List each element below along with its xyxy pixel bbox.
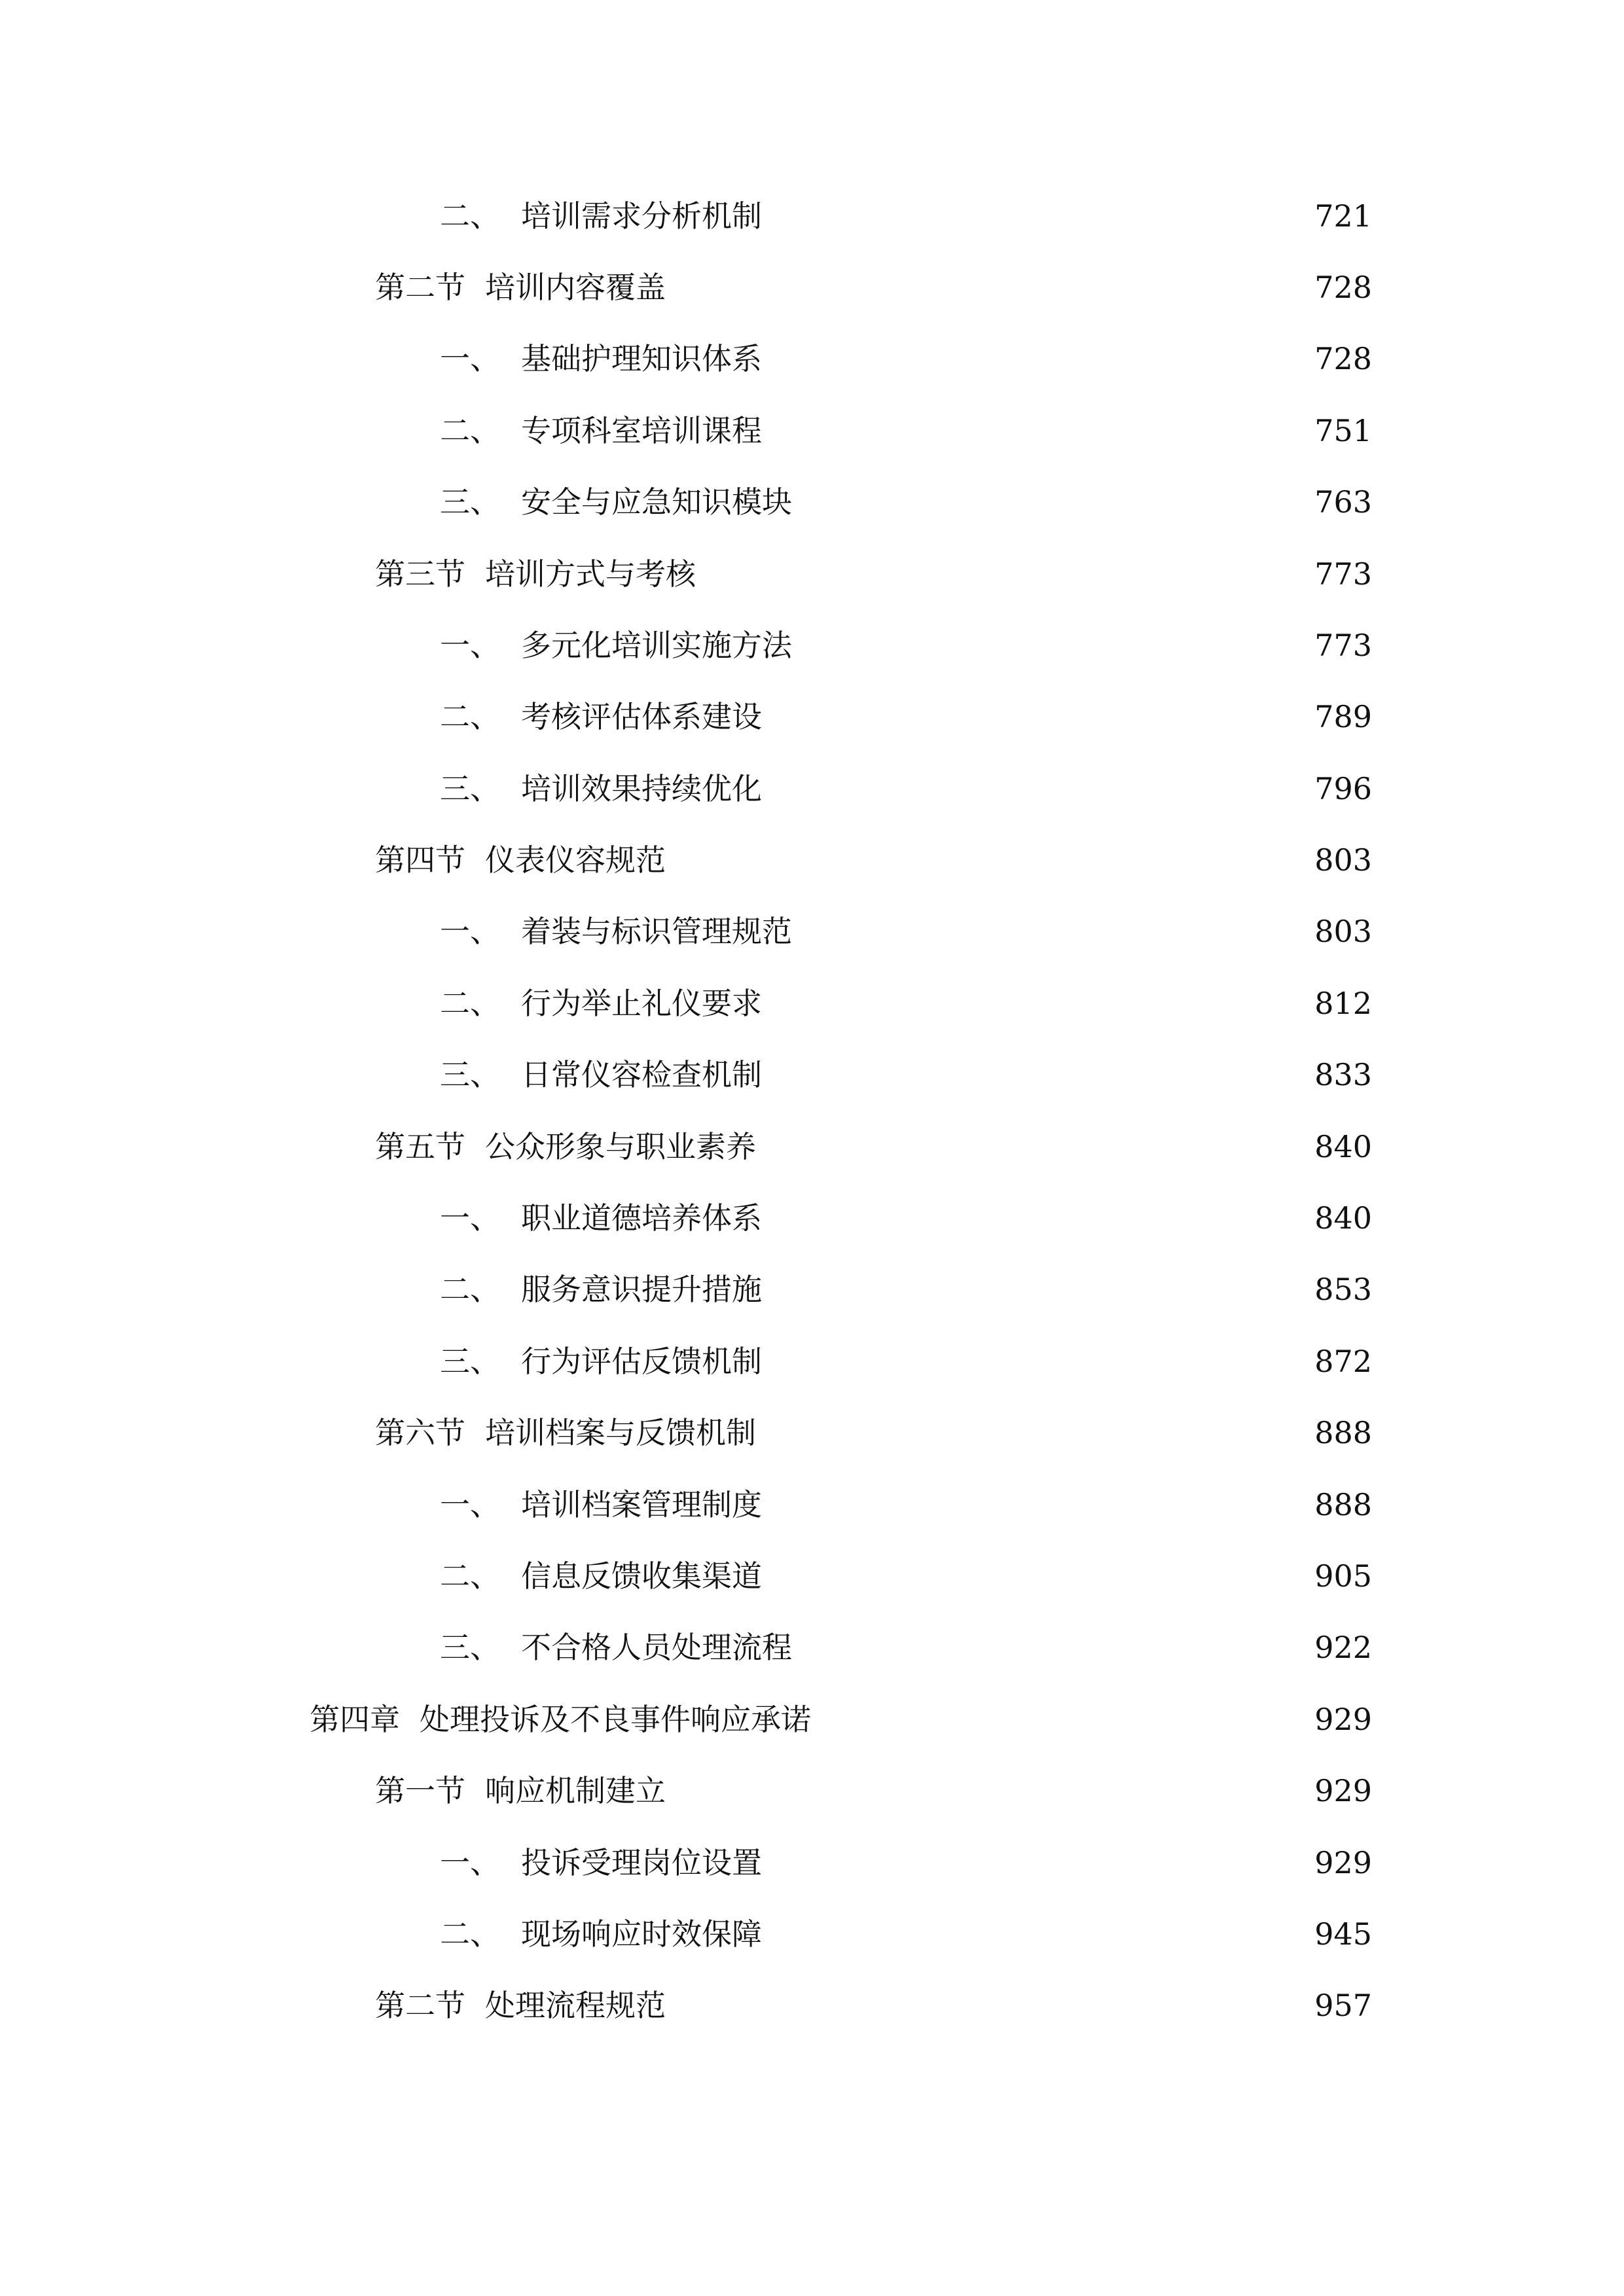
entry-number: 一、 [440, 1845, 500, 1880]
entry-number: 一、 [440, 914, 500, 949]
entry-number: 第四章 [310, 1702, 400, 1737]
entry-number: 第四节 [375, 842, 465, 878]
entry-title: 处理投诉及不良事件响应承诺 [420, 1702, 811, 1737]
toc-entry[interactable] [440, 1192, 1372, 1244]
toc-entry[interactable] [440, 1621, 1372, 1674]
entry-number: 三、 [440, 484, 500, 520]
entry-title: 培训效果持续优化 [521, 771, 762, 806]
toc-entry[interactable] [440, 1837, 1372, 1889]
dot-leader [775, 977, 1303, 1030]
page-number: 853 [1314, 1272, 1372, 1307]
dot-leader [775, 404, 1303, 457]
entry-number: 三、 [440, 1344, 500, 1379]
page-number: 945 [1314, 1916, 1372, 1952]
entry-title: 专项科室培训课程 [521, 413, 762, 448]
toc-entry[interactable] [440, 1335, 1372, 1388]
page-number: 840 [1314, 1200, 1372, 1236]
toc-entry[interactable] [375, 1407, 1372, 1459]
entry-number: 三、 [440, 771, 500, 806]
dot-leader [775, 762, 1303, 815]
entry-number: 一、 [440, 341, 500, 376]
entry-title: 培训档案管理制度 [521, 1487, 762, 1522]
dot-leader [775, 332, 1303, 385]
page-number: 812 [1314, 986, 1372, 1021]
entry-title: 考核评估体系建设 [521, 699, 762, 734]
dot-leader [775, 190, 1303, 242]
entry-title: 处理流程规范 [485, 1988, 666, 2023]
toc-entry[interactable] [440, 404, 1372, 457]
page-number: 929 [1314, 1773, 1372, 1808]
entry-title: 着装与标识管理规范 [521, 914, 792, 949]
dot-leader [775, 1263, 1303, 1316]
page-number: 922 [1314, 1630, 1372, 1665]
page-number: 888 [1314, 1415, 1372, 1450]
page-number: 833 [1314, 1057, 1372, 1092]
entry-number: 二、 [440, 699, 500, 734]
toc-entry[interactable] [440, 190, 1372, 242]
entry-number: 二、 [440, 986, 500, 1021]
entry-number: 一、 [440, 628, 500, 663]
toc-entry[interactable] [440, 691, 1372, 743]
page-number: 905 [1314, 1558, 1372, 1594]
dot-leader [679, 1979, 1303, 2032]
entry-number: 第六节 [375, 1415, 465, 1450]
entry-title: 安全与应急知识模块 [521, 484, 792, 520]
toc-entry[interactable] [375, 1121, 1372, 1173]
toc-entry[interactable] [440, 619, 1372, 672]
entry-number: 第三节 [375, 556, 465, 592]
entry-title: 职业道德培养体系 [521, 1200, 762, 1236]
entry-title: 服务意识提升措施 [521, 1272, 762, 1307]
entry-title: 行为举止礼仪要求 [521, 986, 762, 1021]
dot-leader [775, 1192, 1303, 1244]
entry-number: 第五节 [375, 1129, 465, 1164]
entry-title: 多元化培训实施方法 [521, 628, 792, 663]
page-number: 773 [1314, 628, 1372, 663]
dot-leader [775, 1049, 1303, 1101]
toc-entry[interactable] [375, 1765, 1372, 1817]
toc-entry[interactable] [375, 261, 1372, 314]
dot-leader [679, 1765, 1303, 1817]
entry-title: 现场响应时效保障 [521, 1916, 762, 1952]
page-number: 957 [1314, 1988, 1372, 2023]
page-number: 796 [1314, 771, 1372, 806]
entry-number: 三、 [440, 1057, 500, 1092]
entry-number: 第二节 [375, 270, 465, 305]
dot-leader [769, 1121, 1303, 1173]
page-number: 763 [1314, 484, 1372, 520]
toc-entry[interactable] [440, 1479, 1372, 1531]
dot-leader [775, 1908, 1303, 1960]
dot-leader [769, 1407, 1303, 1459]
page-number: 728 [1314, 341, 1372, 376]
page-number: 888 [1314, 1487, 1372, 1522]
entry-number: 三、 [440, 1630, 500, 1665]
entry-title: 响应机制建立 [485, 1773, 666, 1808]
page-number: 789 [1314, 699, 1372, 734]
entry-title: 日常仪容检查机制 [521, 1057, 762, 1092]
entry-number: 一、 [440, 1200, 500, 1236]
entry-title: 培训档案与反馈机制 [485, 1415, 756, 1450]
entry-title: 培训方式与考核 [485, 556, 696, 592]
entry-title: 信息反馈收集渠道 [521, 1558, 762, 1594]
page-number: 773 [1314, 556, 1372, 592]
toc-entry[interactable] [375, 548, 1372, 600]
dot-leader [775, 1550, 1303, 1602]
toc-entry[interactable] [440, 1550, 1372, 1602]
toc-entry[interactable] [440, 977, 1372, 1030]
entry-number: 二、 [440, 1558, 500, 1594]
toc-entry[interactable] [375, 1979, 1372, 2032]
dot-leader [805, 619, 1303, 672]
entry-title: 基础护理知识体系 [521, 341, 762, 376]
page-number: 929 [1314, 1702, 1372, 1737]
entry-title: 公众形象与职业素养 [485, 1129, 756, 1164]
toc-entry[interactable] [440, 1049, 1372, 1101]
entry-number: 二、 [440, 413, 500, 448]
page-number: 721 [1314, 198, 1372, 234]
entry-title: 行为评估反馈机制 [521, 1344, 762, 1379]
entry-number: 二、 [440, 1272, 500, 1307]
page-number: 728 [1314, 270, 1372, 305]
toc-entry[interactable] [375, 834, 1372, 886]
dot-leader [775, 1335, 1303, 1388]
toc-entry[interactable] [440, 762, 1372, 815]
dot-leader [679, 834, 1303, 886]
toc-entry[interactable] [440, 476, 1372, 528]
entry-title: 培训需求分析机制 [521, 198, 762, 234]
page-number: 751 [1314, 413, 1372, 448]
dot-leader [775, 1837, 1303, 1889]
dot-leader [805, 476, 1303, 528]
entry-number: 一、 [440, 1487, 500, 1522]
entry-number: 二、 [440, 1916, 500, 1952]
page-number: 929 [1314, 1845, 1372, 1880]
dot-leader [805, 905, 1303, 958]
entry-number: 二、 [440, 198, 500, 234]
dot-leader [775, 691, 1303, 743]
dot-leader [805, 1621, 1303, 1674]
entry-title: 不合格人员处理流程 [521, 1630, 792, 1665]
dot-leader [824, 1693, 1303, 1746]
entry-number: 第一节 [375, 1773, 465, 1808]
page-number: 840 [1314, 1129, 1372, 1164]
toc-entry[interactable] [440, 1908, 1372, 1960]
toc-entry[interactable] [440, 905, 1372, 958]
toc-entry[interactable] [440, 1263, 1372, 1316]
page-number: 803 [1314, 914, 1372, 949]
entry-title: 投诉受理岗位设置 [521, 1845, 762, 1880]
toc-entry[interactable] [440, 332, 1372, 385]
entry-title: 培训内容覆盖 [485, 270, 666, 305]
page-number: 803 [1314, 842, 1372, 878]
dot-leader [775, 1479, 1303, 1531]
entry-number: 第二节 [375, 1988, 465, 2023]
toc-entry[interactable] [310, 1693, 1372, 1746]
page-number: 872 [1314, 1344, 1372, 1379]
dot-leader [709, 548, 1303, 600]
entry-title: 仪表仪容规范 [485, 842, 666, 878]
dot-leader [679, 261, 1303, 314]
